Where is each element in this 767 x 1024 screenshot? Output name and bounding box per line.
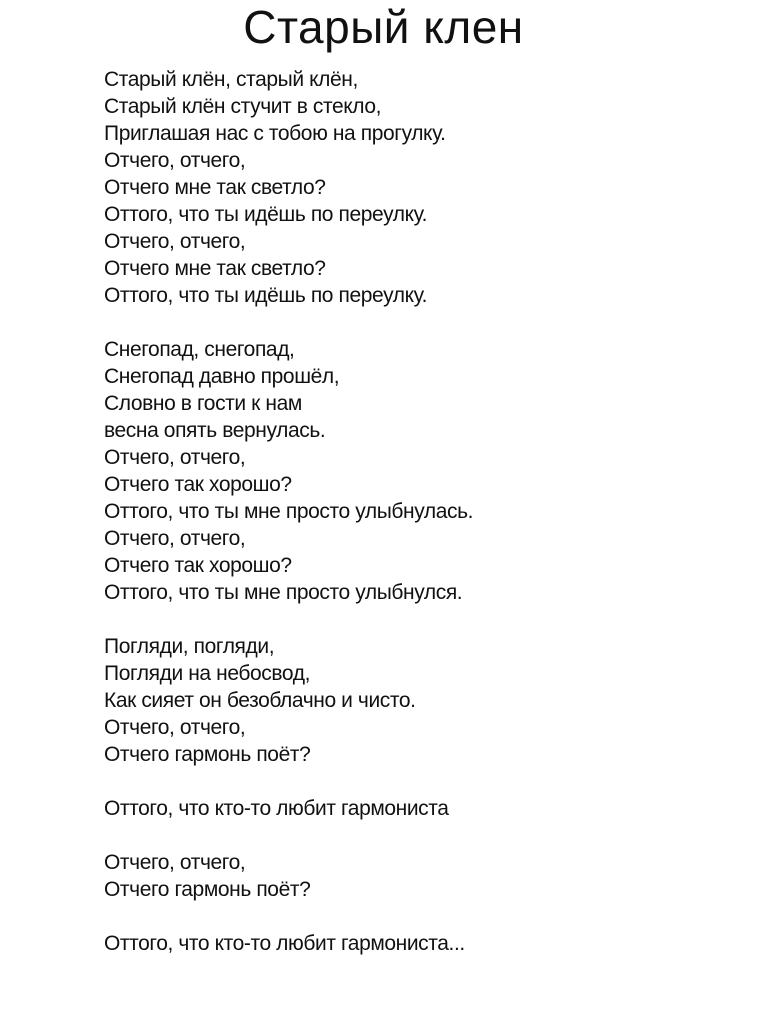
- stanza-4: [104, 795, 744, 822]
- lyric-line: Отчего мне так светло?: [104, 257, 326, 280]
- lyric-line: Оттого, что кто-то любит гармониста...: [104, 932, 465, 955]
- lyric-line: Отчего, отчего,: [104, 446, 246, 469]
- stanza-6: [104, 930, 744, 957]
- stanza-gap: [104, 309, 744, 336]
- lyric-line: Оттого, что ты идёшь по переулку.: [104, 284, 428, 307]
- stanza-3: [104, 633, 744, 768]
- lyric-line: Оттого, что ты мне просто улыбнулась.: [104, 500, 474, 523]
- lyric-line: Отчего, отчего,: [104, 851, 246, 874]
- lyric-line: Как сияет он безоблачно и чисто.: [104, 689, 416, 712]
- lyric-line: Оттого, что ты идёшь по переулку.: [104, 203, 428, 226]
- lyric-line: Снегопад, снегопад,: [104, 338, 295, 361]
- lyric-line: Отчего так хорошо?: [104, 473, 292, 496]
- lyric-line: Отчего гармонь поёт?: [104, 878, 311, 901]
- stanza-gap: [104, 606, 744, 633]
- lyric-line: Словно в гости к нам: [104, 392, 302, 415]
- lyric-line: Оттого, что кто-то любит гармониста: [104, 797, 449, 820]
- lyric-line: Снегопад давно прошёл,: [104, 365, 340, 388]
- song-title: Старый клен: [243, 1, 524, 53]
- stanza-1: [104, 66, 744, 309]
- lyric-line: Отчего, отчего,: [104, 230, 246, 253]
- lyric-line: Отчего мне так светло?: [104, 176, 326, 199]
- lyrics-body: [104, 66, 744, 957]
- lyric-line: весна опять вернулась.: [104, 419, 326, 442]
- stanza-gap: [104, 822, 744, 849]
- lyric-line: Отчего, отчего,: [104, 716, 246, 739]
- lyric-line: Старый клён стучит в стекло,: [104, 95, 382, 118]
- lyric-line: Погляди на небосвод,: [104, 662, 310, 685]
- lyric-line: Погляди, погляди,: [104, 635, 275, 658]
- lyric-line: Отчего, отчего,: [104, 527, 246, 550]
- lyric-line: Приглашая нас с тобою на прогулку.: [104, 122, 446, 145]
- lyric-line: Отчего гармонь поёт?: [104, 743, 311, 766]
- lyric-line: Старый клён, старый клён,: [104, 68, 358, 91]
- stanza-5: [104, 849, 744, 903]
- stanza-gap: [104, 768, 744, 795]
- lyric-line: Отчего, отчего,: [104, 149, 246, 172]
- stanza-2: [104, 336, 744, 606]
- stanza-gap: [104, 903, 744, 930]
- lyric-line: Оттого, что ты мне просто улыбнулся.: [104, 581, 463, 604]
- lyric-line: Отчего так хорошо?: [104, 554, 292, 577]
